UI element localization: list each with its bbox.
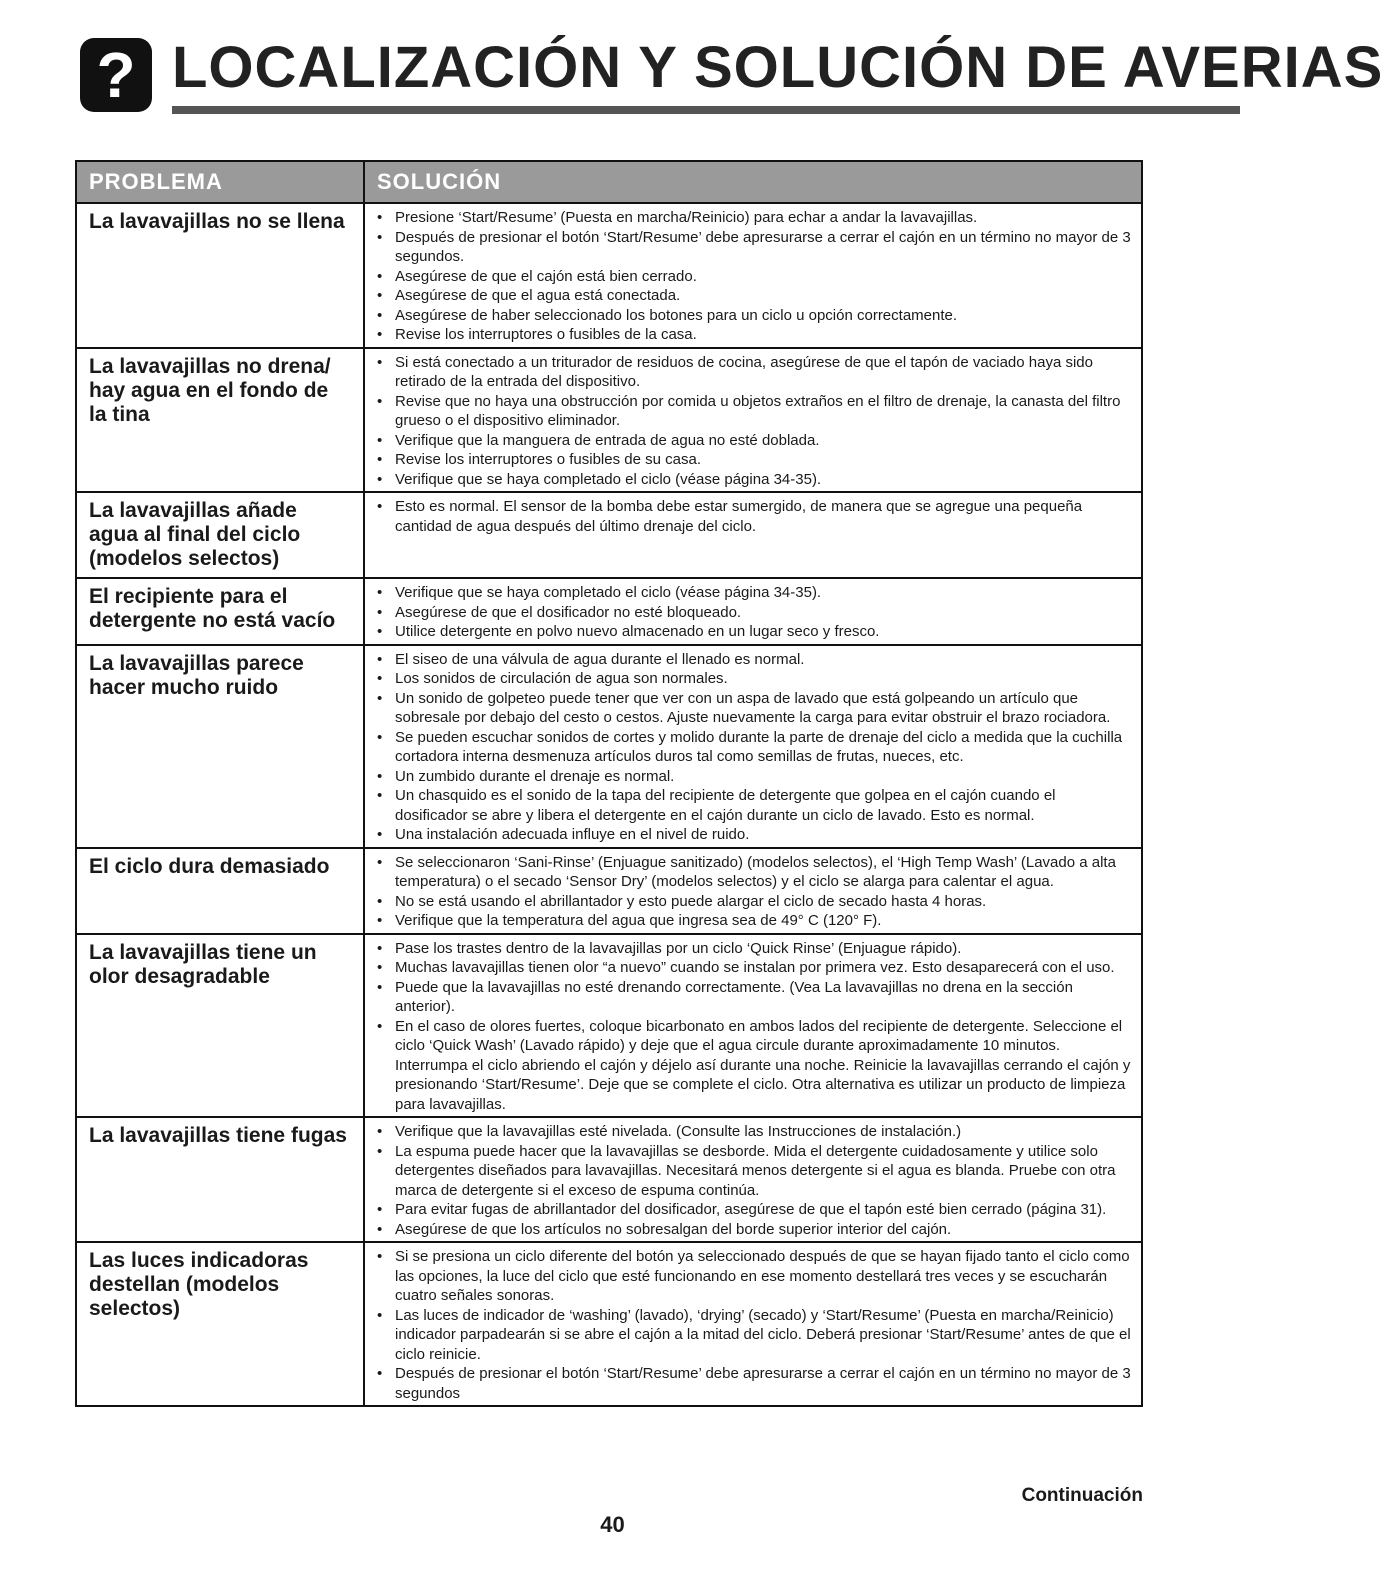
table-row [76, 645, 1142, 848]
solution-item: • Utilice detergente en polvo nuevo almacenado en un lugar seco y fresco. [373, 622, 1131, 642]
solution-item: • Un sonido de golpeteo puede tener que ver con un aspa de lavado que está golpeando un artículo que sobresale por debajo del cesto o cestos. Ajuste nuevamente la carga para evitar obstruir el brazo rociadora. [373, 689, 1131, 728]
solution-item: • Verifique que la manguera de entrada de agua no esté doblada. [373, 431, 1131, 451]
solution-list [373, 650, 1131, 845]
problem-cell: La lavavajillas no se llena [76, 203, 364, 348]
problem-cell: Las luces indicadoras destellan (modelos selectos) [76, 1242, 364, 1406]
solution-cell [364, 848, 1142, 934]
table-row [76, 578, 1142, 645]
solution-item: • Los sonidos de circulación de agua son normales. [373, 669, 1131, 689]
solution-item: • Si se presiona un ciclo diferente del botón ya seleccionado después de que se hayan fijado tanto el ciclo como las opciones, la luce del ciclo que esté funcionando en ese momento destellará tres veces y se escucharán cuatro señales sonoras. [373, 1247, 1131, 1306]
table-row [76, 492, 1142, 578]
problem-cell: La lavavajillas tiene un olor desagradable [76, 934, 364, 1118]
solution-item: • Verifique que la temperatura del agua que ingresa sea de 49° C (120° F). [373, 911, 1131, 931]
solution-item: • Revise que no haya una obstrucción por comida u objetos extraños en el filtro de drenaje, la canasta del filtro grueso o el dispositivo eliminador. [373, 392, 1131, 431]
solution-item: • Asegúrese de que el agua está conectada. [373, 286, 1131, 306]
solution-cell [364, 578, 1142, 645]
troubleshooting-table [75, 160, 1143, 1407]
solution-cell [364, 645, 1142, 848]
solution-item: • Verifique que se haya completado el ciclo (véase página 34-35). [373, 470, 1131, 490]
solution-item: • Se pueden escuchar sonidos de cortes y molido durante la parte de drenaje del ciclo a medida que la cuchilla cortadora interna desmenuza artículos duros tal como semillas de frutas, nueces, etc. [373, 728, 1131, 767]
solution-item: • Asegúrese de que el cajón está bien cerrado. [373, 267, 1131, 287]
solution-item: • Verifique que se haya completado el ciclo (véase página 34-35). [373, 583, 1131, 603]
table-row [76, 1117, 1142, 1242]
solution-item: • Puede que la lavavajillas no esté drenando correctamente. (Vea La lavavajillas no drena en la sección anterior). [373, 978, 1131, 1017]
solution-item: • Asegúrese de que el dosificador no esté bloqueado. [373, 603, 1131, 623]
problem-cell: La lavavajillas añade agua al final del ciclo (modelos selectos) [76, 492, 364, 578]
solution-cell [364, 348, 1142, 493]
column-header-problem: PROBLEMA [76, 161, 364, 203]
solution-item: • Verifique que la lavavajillas esté nivelada. (Consulte las Instrucciones de instalación.) [373, 1122, 1131, 1142]
column-header-solution: SOLUCIÓN [364, 161, 1142, 203]
solution-list [373, 583, 1131, 642]
table-row [76, 203, 1142, 348]
solution-list [373, 939, 1131, 1115]
solution-item: • Un zumbido durante el drenaje es normal. [373, 767, 1131, 787]
solution-item: • No se está usando el abrillantador y esto puede alargar el ciclo de secado hasta 4 horas. [373, 892, 1131, 912]
solution-item: • Un chasquido es el sonido de la tapa del recipiente de detergente que golpea en el cajón cuando el dosificador se abre y libera el detergente en el cajón durante un ciclo de lavado. Esto es normal. [373, 786, 1131, 825]
problem-cell: La lavavajillas parece hacer mucho ruido [76, 645, 364, 848]
page-header [80, 34, 1383, 114]
solution-item: • Revise los interruptores o fusibles de la casa. [373, 325, 1131, 345]
solution-cell [364, 1117, 1142, 1242]
solution-item: • Las luces de indicador de ‘washing’ (lavado), ‘drying’ (secado) y ‘Start/Resume’ (Puesta en marcha/Reinicio) indicador parpadearán si se abre el cajón a la mitad del ciclo. Deberá presionar ‘Start/Resume’ antes de que el ciclo reinicie. [373, 1306, 1131, 1365]
problem-cell: El recipiente para el detergente no está vacío [76, 578, 364, 645]
solution-item: • Pase los trastes dentro de la lavavajillas por un ciclo ‘Quick Rinse’ (Enjuague rápido). [373, 939, 1131, 959]
solution-item: • Asegúrese de que los artículos no sobresalgan del borde superior interior del cajón. [373, 1220, 1131, 1240]
solution-item: • El siseo de una válvula de agua durante el llenado es normal. [373, 650, 1131, 670]
solution-list [373, 1247, 1131, 1403]
solution-item: • Esto es normal. El sensor de la bomba debe estar sumergido, de manera que se agregue una pequeña cantidad de agua después del último drenaje del ciclo. [373, 497, 1131, 536]
table-row [76, 848, 1142, 934]
table-row [76, 348, 1142, 493]
solution-item: • En el caso de olores fuertes, coloque bicarbonato en ambos lados del recipiente de detergente. Seleccione el ciclo ‘Quick Wash’ (Lavado rápido) y deje que el agua circule durante aproximadamente 10 minutos. Interrumpa el ciclo abriendo el cajón y déjelo así durante una noche. Reinicie la lavavajillas cerrando el cajón y presionando ‘Start/Resume’. Deje que se complete el ciclo. Otra alternativa es utilizar un producto de limpieza para lavavajillas. [373, 1017, 1131, 1115]
solution-list [373, 353, 1131, 490]
continued-label: Continuación [1021, 1485, 1143, 1506]
solution-item: • Asegúrese de haber seleccionado los botones para un ciclo u opción correctamente. [373, 306, 1131, 326]
solution-cell [364, 1242, 1142, 1406]
solution-item: • Revise los interruptores o fusibles de su casa. [373, 450, 1131, 470]
solution-item: • La espuma puede hacer que la lavavajillas se desborde. Mida el detergente cuidadosamente y utilice solo detergentes diseñados para lavavajillas. Necesitará menos detergente si el agua es blanda. Pruebe con otra marca de detergente si el exceso de espuma continúa. [373, 1142, 1131, 1201]
solution-item: • Después de presionar el botón ‘Start/Resume’ debe apresurarse a cerrar el cajón en un término no mayor de 3 segundos [373, 1364, 1131, 1403]
table-row [76, 934, 1142, 1118]
solution-cell [364, 934, 1142, 1118]
problem-cell: La lavavajillas tiene fugas [76, 1117, 364, 1242]
solution-list [373, 208, 1131, 345]
title-underline [172, 106, 1240, 114]
solution-item: • Muchas lavavajillas tienen olor “a nuevo” cuando se instalan por primera vez. Esto desaparecerá con el uso. [373, 958, 1131, 978]
solution-item: • Para evitar fugas de abrillantador del dosificador, asegúrese de que el tapón esté bien cerrado (página 31). [373, 1200, 1131, 1220]
solution-item: • Se seleccionaron ‘Sani-Rinse’ (Enjuague sanitizado) (modelos selectos), el ‘High Temp Wash’ (Lavado a alta temperatura) o el secado ‘Sensor Dry’ (modelos selectos) y el ciclo se alarga para calentar el agua. [373, 853, 1131, 892]
table-row [76, 1242, 1142, 1406]
solution-list [373, 1122, 1131, 1239]
page-number: 40 [600, 1512, 625, 1537]
solution-item: • Si está conectado a un triturador de residuos de cocina, asegúrese de que el tapón de vaciado haya sido retirado de la entrada del dispositivo. [373, 353, 1131, 392]
solution-list [373, 497, 1131, 536]
page-title: LOCALIZACIÓN Y SOLUCIÓN DE AVERIAS [172, 35, 1383, 100]
solution-cell [364, 203, 1142, 348]
solution-item: • Una instalación adecuada influye en el nivel de ruido. [373, 825, 1131, 845]
solution-cell [364, 492, 1142, 578]
problem-cell: El ciclo dura demasiado [76, 848, 364, 934]
question-mark-icon: ? [80, 38, 152, 112]
solution-item: • Después de presionar el botón ‘Start/Resume’ debe apresurarse a cerrar el cajón en un término no mayor de 3 segundos. [373, 228, 1131, 267]
solution-list [373, 853, 1131, 931]
problem-cell: La lavavajillas no drena/ hay agua en el fondo de la tina [76, 348, 364, 493]
solution-item: • Presione ‘Start/Resume’ (Puesta en marcha/Reinicio) para echar a andar la lavavajillas. [373, 208, 1131, 228]
